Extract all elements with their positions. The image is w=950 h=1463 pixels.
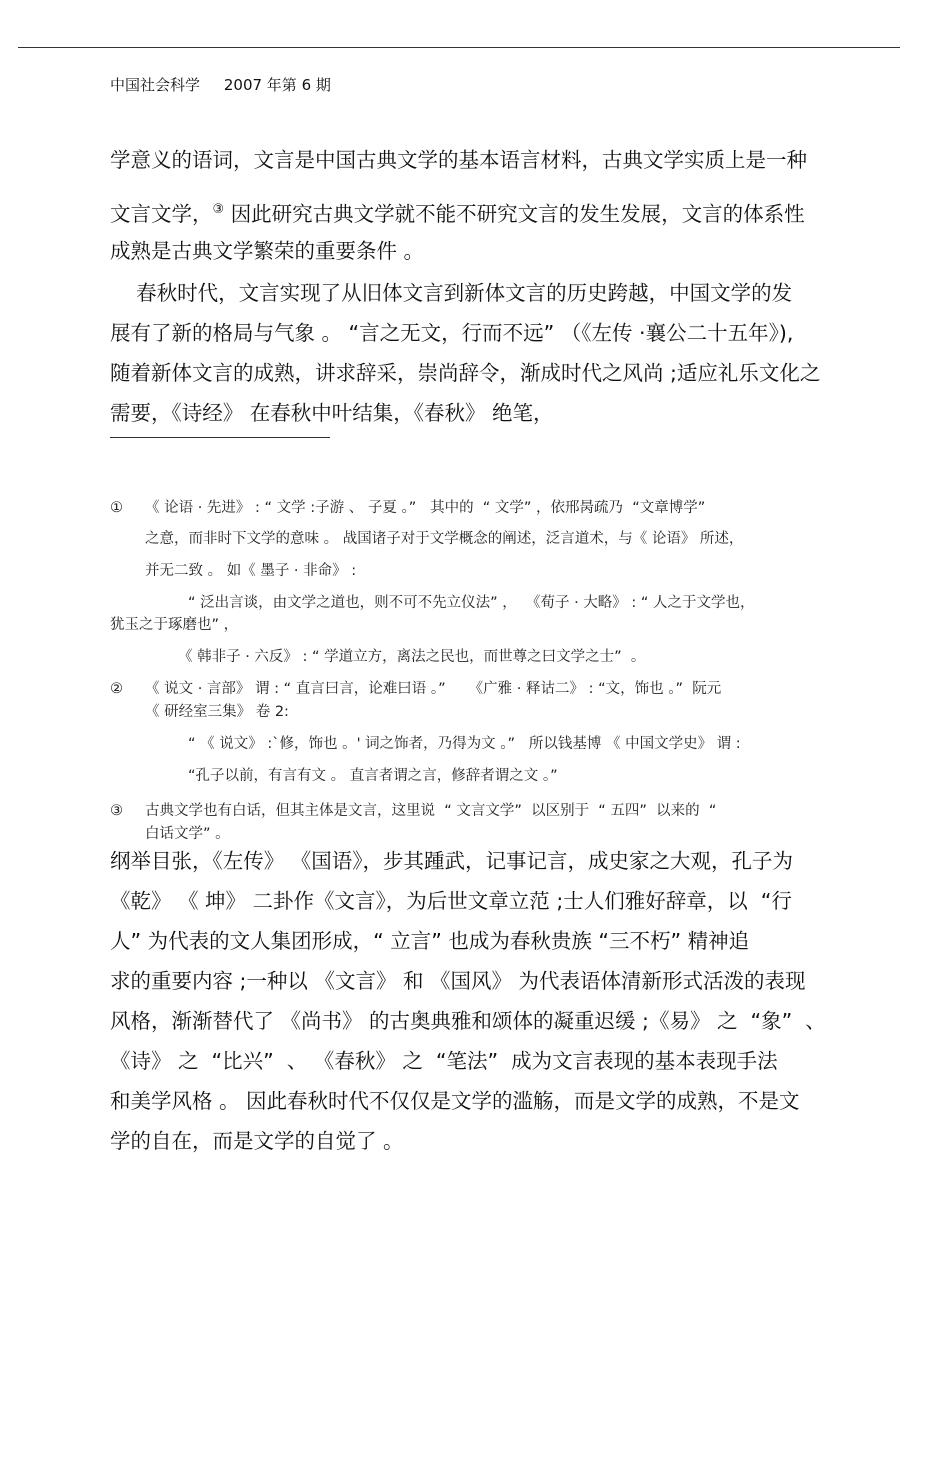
footnote-line: 《 韩非子 · 六反》 : “ 学道立方，离法之民也，而世尊之曰文学之士” 。 [178,649,646,665]
journal-name: 中国社会科学 [110,76,201,94]
footnote-line: “孔子以前，有言有文 。 直言者谓之言，修辞者谓之文 。” [188,768,558,784]
body-line [110,197,805,227]
body-line: 需要，《诗经》 在春秋中叶结集，《春秋》 绝笔， [110,401,554,425]
body-line: 人” 为代表的文人集团形成，“ 立言” 也成为春秋贵族 “三不朽” 精神追 [110,929,750,953]
body-line: 纲举目张，《左传》 《国语》，步其踵武，记事记言，成史家之大观，孔子为 [110,849,794,873]
body-line: 和美学风格 。 因此春秋时代不仅仅是文学的滥觞，而是文学的成熟，不是文 [110,1089,800,1113]
body-line: 《诗》 之 “比兴” 、 《春秋》 之 “笔法” 成为文言表现的基本表现手法 [110,1049,778,1073]
footnote-line: “ 《 说文》 :`修，饰也 。' 词之饰者，乃得为文 。” 所以钱基博 《 中国文学史》 谓 : [188,736,741,752]
footnote-line: 并无二致 。 如《 墨子 · 非命》 : [145,563,357,579]
body-line: 展有了新的格局与气象 。 “言之无文，行而不远” （《左传 ·襄公二十五年》), [110,321,794,345]
body-line: 成熟是古典文学繁荣的重要条件 。 [110,239,425,263]
footnote-line: 《 说文 · 言部》 谓 : “ 直言曰言，论难曰语 。” 《广雅 · 释诂二》 : “文，饰也 。” 阮元 [145,681,722,697]
body-line: 春秋时代，文言实现了从旧体文言到新体文言的历史跨越，中国文学的发 [110,281,793,305]
footnote-line: 《 论语 · 先进》 : “ 文学 :子游 、 子夏 。” 其中的 “ 文学” ，依邢昺疏乃 “文章博学” [145,500,706,516]
footnote-ref[interactable]: ③ [212,202,225,217]
footnote-mark: ② [110,681,123,697]
issue-number: 2007 年第 6 期 [223,76,331,94]
body-line: 《乾》 《 坤》 二卦作《文言》，为后世文章立范 ;士人们雅好辞章，以 “行 [110,889,792,913]
footnote-line: 《 研经室三集》 卷 2: [145,704,289,720]
footnote-line: 古典文学也有白话，但其主体是文言，这里说 “ 文言文学” 以区别于 “ 五四” 以来的 “ [145,803,717,819]
footnote-line: 白话文学” 。 [145,826,230,842]
footnote-mark: ① [110,500,123,516]
body-text: 因此研究古典文学就不能不研究文言的发生发展，文言的体系性 [230,201,805,226]
footnote-line: 之意，而非时下文学的意味 。 战国诸子对于文学概念的阐述，泛言道术，与《 论语》 所述， [145,531,744,547]
body-line: 求的重要内容 ;一种以 《文言》 和 《国风》 为代表语体清新形式活泼的表现 [110,969,806,993]
body-text: 文言文学， [110,201,213,226]
footnote-line: “ 泛出言谈，由文学之道也，则不可不先立仪法” ， 《荀子 · 大略》 : “ 人之于文学也， [188,595,755,611]
body-line: 随着新体文言的成熟，讲求辞采，崇尚辞令，渐成时代之风尚 ;适应礼乐文化之 [110,361,821,385]
running-header [110,74,331,95]
body-line: 学的自在，而是文学的自觉了 。 [110,1129,404,1153]
header-rule [18,47,900,48]
body-line: 风格，渐渐替代了 《尚书》 的古奥典雅和颂体的凝重迟缓 ;《易》 之 “象” 、 [110,1009,826,1033]
footnote-mark: ③ [110,803,123,819]
footnote-rule [110,437,330,438]
footnote-line: 犹玉之于琢磨也” ， [110,617,239,633]
body-line: 学意义的语词，文言是中国古典文学的基本语言材料，古典文学实质上是一种 [110,148,807,172]
